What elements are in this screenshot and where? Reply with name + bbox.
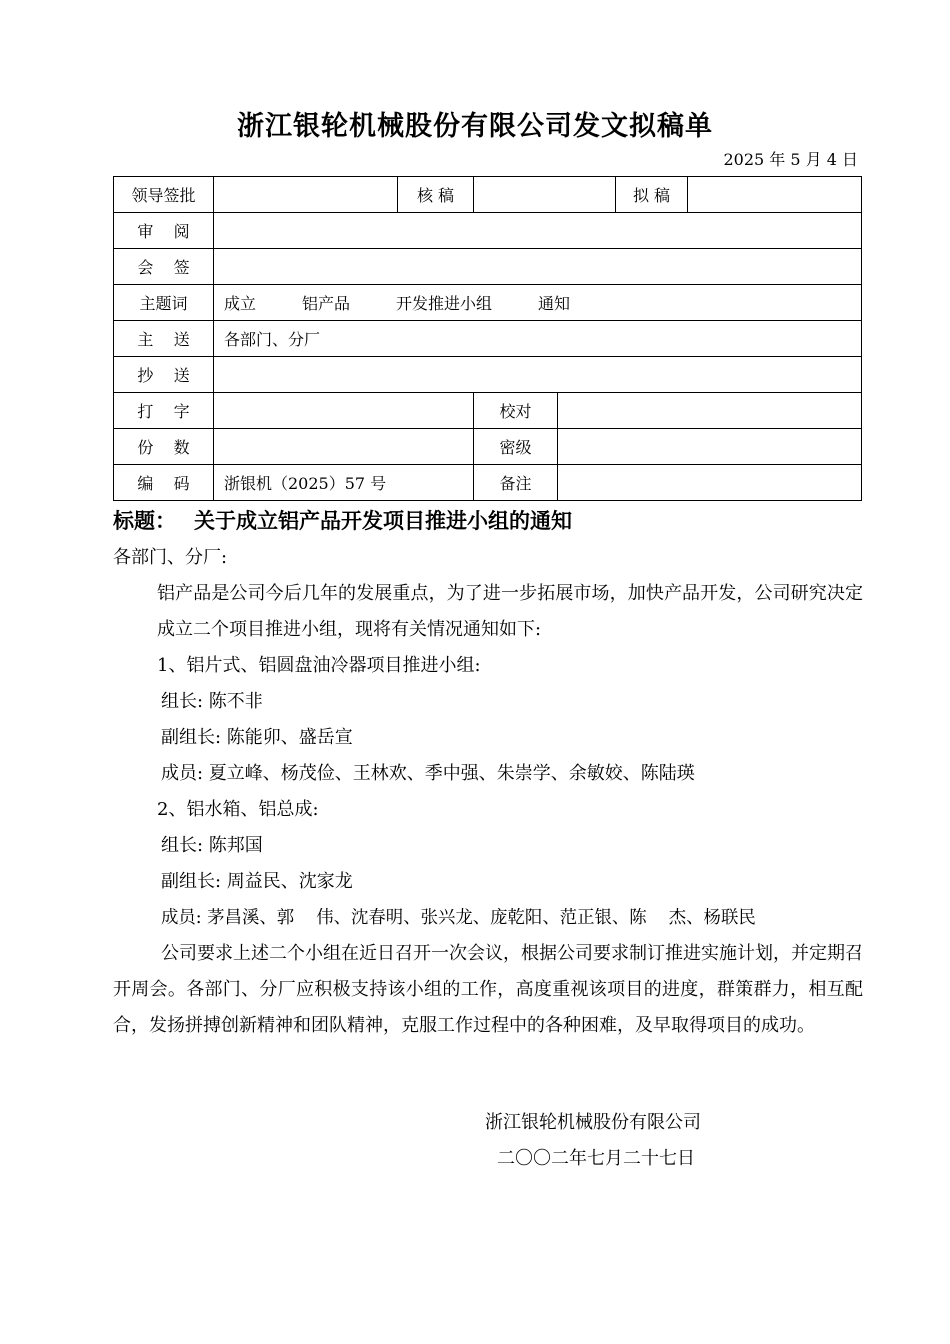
closing-paragraph: 公司要求上述二个小组在近日召开一次会议，根据公司要求制订推进实施计划，并定期召开周会。各部门、分厂应积极支持该小组的工作，高度重视该项目的进度，群策群力，相互配合，发扬拼搏创新精神和团队精神，克服工作过程中的各种困难，及早取得项目的成功。 <box>113 943 863 1036</box>
note-label: 备注 <box>474 465 558 501</box>
typing-label: 打 字 <box>114 393 214 429</box>
document-date: 2025 年 5 月 4 日 <box>723 150 858 169</box>
form-table <box>113 176 862 501</box>
group2-leader: 组长: 陈邦国 <box>161 835 263 856</box>
cosign-cell[interactable] <box>214 249 862 285</box>
notice-heading <box>113 505 572 535</box>
signature-company: 浙江银轮机械股份有限公司 <box>485 1112 701 1133</box>
heading-label: 标题： <box>113 509 176 533</box>
proof-label: 校对 <box>474 393 558 429</box>
typing-cell[interactable] <box>214 393 474 429</box>
row-send <box>114 321 862 357</box>
heading-text: 关于成立铝产品开发项目推进小组的通知 <box>194 509 572 533</box>
subject-keyword: 铝产品 <box>302 294 351 313</box>
verify-cell[interactable] <box>474 177 616 213</box>
secret-cell[interactable] <box>558 429 862 465</box>
code-value[interactable]: 浙银机（2025）57 号 <box>214 465 474 501</box>
proof-cell[interactable] <box>558 393 862 429</box>
leader-approval-label: 领导签批 <box>114 177 214 213</box>
group1-deputy: 副组长: 陈能卯、盛岳宣 <box>161 727 353 748</box>
subject-keyword: 开发推进小组 <box>396 294 493 313</box>
subject-keyword: 通知 <box>538 294 571 313</box>
send-value[interactable]: 各部门、分厂 <box>214 321 862 357</box>
verify-label: 核 稿 <box>398 177 474 213</box>
group2-title: 2、铝水箱、铝总成: <box>157 799 319 820</box>
group2-deputy: 副组长: 周益民、沈家龙 <box>161 871 353 892</box>
subject-label: 主题词 <box>114 285 214 321</box>
draft-label: 拟 稿 <box>616 177 688 213</box>
copies-label: 份 数 <box>114 429 214 465</box>
row-review <box>114 213 862 249</box>
row-cc <box>114 357 862 393</box>
signature-block <box>485 1105 701 1177</box>
draft-cell[interactable] <box>688 177 862 213</box>
code-label: 编 码 <box>114 465 214 501</box>
subject-keyword: 成立 <box>224 294 257 313</box>
row-code <box>114 465 862 501</box>
document-title: 浙江银轮机械股份有限公司发文拟稿单 <box>237 111 713 142</box>
leader-approval-cell[interactable] <box>214 177 398 213</box>
subject-keywords-cell[interactable] <box>214 285 862 321</box>
group1-members: 成员: 夏立峰、杨茂俭、王林欢、季中强、朱崇学、余敏姣、陈陆瑛 <box>161 763 695 784</box>
cc-label: 抄 送 <box>114 357 214 393</box>
cosign-label: 会 签 <box>114 249 214 285</box>
intro-paragraph: 铝产品是公司今后几年的发展重点，为了进一步拓展市场，加快产品开发，公司研究决定成立二个项目推进小组，现将有关情况通知如下: <box>157 583 863 640</box>
group1-leader: 组长: 陈不非 <box>161 691 263 712</box>
note-cell[interactable] <box>558 465 862 501</box>
row-subject <box>114 285 862 321</box>
row-copies <box>114 429 862 465</box>
signature-date: 二〇〇二年七月二十七日 <box>497 1148 695 1169</box>
cc-cell[interactable] <box>214 357 862 393</box>
send-label: 主 送 <box>114 321 214 357</box>
salutation: 各部门、分厂: <box>113 547 228 568</box>
row-approval <box>114 177 862 213</box>
copies-cell[interactable] <box>214 429 474 465</box>
secret-label: 密级 <box>474 429 558 465</box>
review-label: 审 阅 <box>114 213 214 249</box>
notice-body <box>113 540 863 1044</box>
review-cell[interactable] <box>214 213 862 249</box>
row-typing <box>114 393 862 429</box>
group1-title: 1、铝片式、铝圆盘油冷器项目推进小组: <box>157 655 481 676</box>
group2-members: 成员: 茅昌溪、郭 伟、沈春明、张兴龙、庞乾阳、范正银、陈 杰、杨联民 <box>161 908 756 928</box>
row-cosign <box>114 249 862 285</box>
